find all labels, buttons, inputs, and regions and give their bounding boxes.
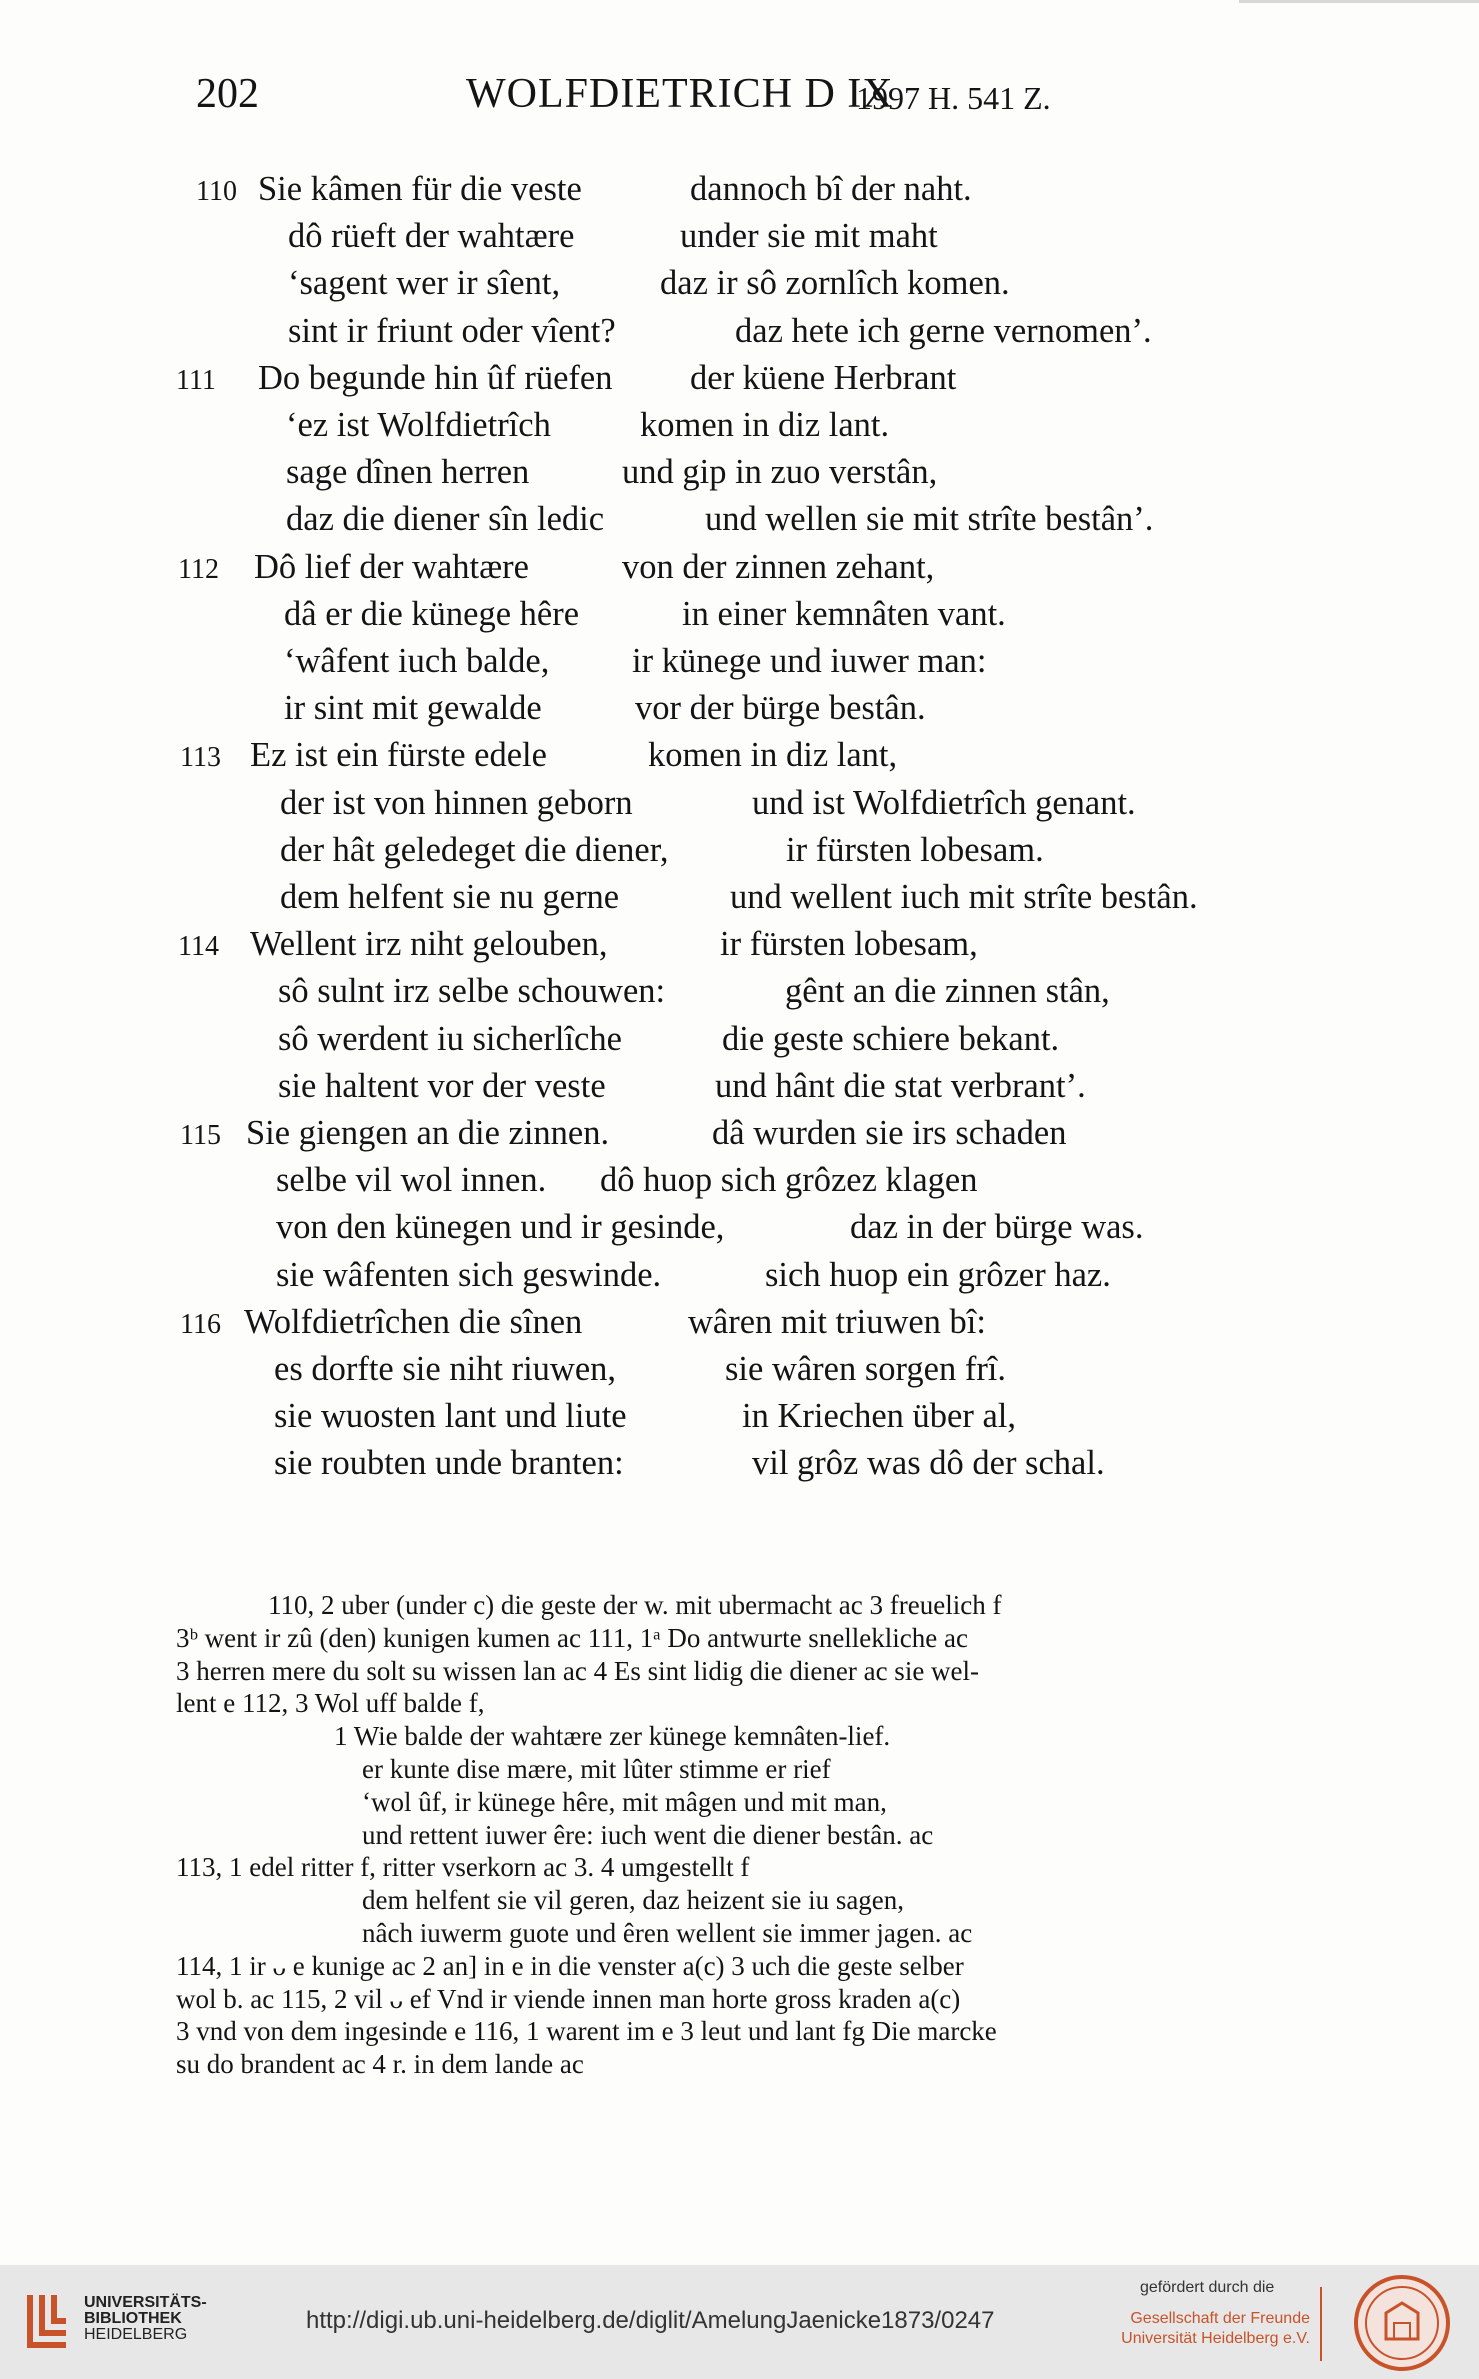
half-line-a: sie roubten unde branten: xyxy=(274,1444,624,1483)
half-line-b: die geste schiere bekant. xyxy=(722,1019,1060,1058)
half-line-b: ir künege und iuwer man: xyxy=(632,642,987,680)
verse-line xyxy=(0,453,1479,500)
half-line-b: daz hete ich gerne vernomen’. xyxy=(735,311,1152,350)
half-line-a: sie wuosten lant und liute xyxy=(274,1397,627,1436)
apparatus-line: er kunte dise mære, mit lûter stimme er rief xyxy=(362,1754,831,1784)
footer-divider xyxy=(1320,2287,1322,2361)
apparatus-line: nâch iuwerm guote und êren wellent sie immer jagen. ac xyxy=(362,1918,973,1948)
verse-line xyxy=(0,1067,1479,1114)
verse-line xyxy=(0,925,1479,972)
apparatus-line: 1 Wie balde der wahtære zer künege kemnâten-lief. xyxy=(334,1721,891,1752)
half-line-a: sô werdent iu sicherlîche xyxy=(278,1019,622,1058)
half-line-a: dem helfent sie nu gerne xyxy=(280,878,620,916)
verse-line xyxy=(0,1303,1479,1350)
half-line-a: daz die diener sîn ledic xyxy=(286,500,605,539)
apparatus-line: dem helfent sie vil geren, daz heizent sie iu sagen, xyxy=(362,1885,905,1916)
verse-line xyxy=(0,548,1479,595)
top-edge-line xyxy=(1239,0,1479,3)
stanza-number: 111 xyxy=(176,364,216,396)
verse-line xyxy=(0,1256,1479,1303)
stanza-number: 110 xyxy=(196,176,237,207)
verse-line xyxy=(0,170,1479,217)
footer-bar xyxy=(0,2265,1479,2379)
apparatus-line: 3 vnd von dem ingesinde e 116, 1 warent im e 3 leut und lant fg Die marcke xyxy=(176,2016,997,2047)
half-line-a: Do begunde hin ûf rüefen xyxy=(258,358,613,397)
verse-line xyxy=(0,831,1479,878)
verse-line xyxy=(0,264,1479,311)
half-line-b: sich huop ein grôzer haz. xyxy=(765,1255,1111,1294)
library-logo-icon xyxy=(22,2289,74,2351)
half-line-a: ‘ez ist Wolfdietrîch xyxy=(286,406,551,444)
half-line-a: von den künegen und ir gesinde, xyxy=(276,1208,725,1247)
stanza-number: 116 xyxy=(180,1308,221,1340)
half-line-a: ‘sagent wer ir sîent, xyxy=(288,264,561,303)
half-line-a: Wolfdietrîchen die sînen xyxy=(244,1302,583,1341)
apparatus-line: 113, 1 edel ritter f, ritter vserkorn ac 3. 4 umgestellt f xyxy=(176,1852,750,1883)
half-line-b: in einer kemnâten vant. xyxy=(682,594,1006,633)
apparatus-line: wol b. ac 115, 2 vil ᴗ ef Vnd ir viende innen man horte gross kraden a(c) xyxy=(176,1983,961,2014)
verse-line xyxy=(0,1161,1479,1208)
verse-line xyxy=(0,1397,1479,1444)
half-line-a: der hât geledeget die diener, xyxy=(280,830,669,869)
half-line-a: sie wâfenten sich geswinde. xyxy=(276,1255,662,1294)
half-line-b: und wellent iuch mit strîte bestân. xyxy=(730,878,1198,916)
stanza-number: 112 xyxy=(178,553,219,585)
verse-line xyxy=(0,359,1479,406)
verse-line xyxy=(0,312,1479,359)
half-line-a: dâ er die künege hêre xyxy=(284,594,580,633)
half-line-a: sint ir friunt oder vîent? xyxy=(288,311,616,350)
half-line-a: Ez ist ein fürste edele xyxy=(250,736,547,775)
verse-line xyxy=(0,689,1479,736)
half-line-b: vil grôz was dô der schal. xyxy=(752,1444,1105,1483)
permalink-url[interactable]: http://digi.ub.uni-heidelberg.de/diglit/AmelungJaenicke1873/0247 xyxy=(306,2307,995,2334)
half-line-a: sie haltent vor der veste xyxy=(278,1066,606,1105)
running-title: WOLFDIETRICH D IX xyxy=(466,71,894,117)
verse-line xyxy=(0,217,1479,264)
half-line-b: gênt an die zinnen stân, xyxy=(785,972,1110,1011)
verse-line xyxy=(0,1020,1479,1067)
half-line-b: dâ wurden sie irs schaden xyxy=(712,1114,1067,1152)
stanza-number: 113 xyxy=(180,742,221,774)
half-line-a: dô rüeft der wahtære xyxy=(288,217,575,256)
half-line-a: ir sint mit gewalde xyxy=(284,689,542,728)
apparatus-line: lent e 112, 3 Wol uff balde f, xyxy=(176,1688,485,1719)
half-line-b: und wellen sie mit strîte bestân’. xyxy=(705,500,1154,539)
half-line-b: und ist Wolfdietrîch genant. xyxy=(752,783,1136,822)
verse-line xyxy=(0,595,1479,642)
half-line-a: es dorfte sie niht riuwen, xyxy=(274,1350,617,1388)
verse-line xyxy=(0,972,1479,1019)
half-line-b: sie wâren sorgen frî. xyxy=(725,1350,1007,1388)
half-line-a: sage dînen herren xyxy=(286,453,530,492)
half-line-b: wâren mit triuwen bî: xyxy=(688,1302,986,1341)
half-line-b: der küene Herbrant xyxy=(690,358,957,397)
university-seal-icon xyxy=(1352,2273,1452,2373)
verse-line xyxy=(0,878,1479,925)
apparatus-line: 110, 2 uber (under c) die geste der w. mit ubermacht ac 3 freuelich f xyxy=(268,1590,1002,1620)
verse-line xyxy=(0,1350,1479,1397)
apparatus-line: su do brandent ac 4 r. in dem lande ac xyxy=(176,2049,584,2080)
half-line-a: selbe vil wol innen. xyxy=(276,1161,547,1200)
half-line-b: in Kriechen über al, xyxy=(742,1397,1016,1436)
apparatus-line: 3ᵇ went ir zû (den) kunigen kumen ac 111, 1ᵃ Do antwurte snellekliche ac xyxy=(176,1622,968,1653)
half-line-b: dannoch bî der naht. xyxy=(690,170,972,208)
half-line-b: ir fürsten lobesam, xyxy=(720,925,978,964)
half-line-b: daz in der bürge was. xyxy=(850,1208,1144,1247)
half-line-b: dô huop sich grôzez klagen xyxy=(600,1161,978,1200)
stanza-number: 115 xyxy=(180,1120,221,1151)
half-line-a: Wellent irz niht gelouben, xyxy=(250,925,608,964)
half-line-b: daz ir sô zornlîch komen. xyxy=(660,264,1010,303)
half-line-a: der ist von hinnen geborn xyxy=(280,783,633,822)
half-line-b: vor der bürge bestân. xyxy=(635,689,926,728)
verse-line xyxy=(0,1114,1479,1161)
half-line-b: komen in diz lant. xyxy=(640,406,890,444)
apparatus-line: und rettent iuwer êre: iuch went die diener bestân. ac xyxy=(362,1819,934,1850)
verse-line xyxy=(0,736,1479,783)
half-line-b: und gip in zuo verstân, xyxy=(622,453,938,492)
apparatus-line: 3 herren mere du solt su wissen lan ac 4 Es sint lidig die diener ac sie wel- xyxy=(176,1655,980,1686)
sponsor-intro: gefördert durch die xyxy=(1140,2279,1275,2296)
half-line-a: Sie kâmen für die veste xyxy=(258,170,582,208)
half-line-a: ‘wâfent iuch balde, xyxy=(284,642,550,680)
stanza-number: 114 xyxy=(178,931,219,963)
verse-line xyxy=(0,642,1479,689)
page-header xyxy=(196,70,1096,130)
verse-line xyxy=(0,1208,1479,1255)
half-line-a: Dô lief der wahtære xyxy=(254,547,529,586)
apparatus-line: 114, 1 ir ᴗ e kunige ac 2 an] in e in die venster a(c) 3 uch die geste selber xyxy=(176,1950,964,1981)
half-line-a: Sie giengen an die zinnen. xyxy=(246,1114,610,1152)
apparatus-line: ‘wol ûf, ir künege hêre, mit mâgen und mit man, xyxy=(362,1786,887,1817)
verse-line xyxy=(0,784,1479,831)
verse-line xyxy=(0,406,1479,453)
verse-line xyxy=(0,500,1479,547)
page-number: 202 xyxy=(196,71,259,117)
half-line-b: ir fürsten lobesam. xyxy=(786,830,1044,869)
half-line-b: und hânt die stat verbrant’. xyxy=(715,1066,1086,1105)
library-name: UNIVERSITÄTS- BIBLIOTHEK HEIDELBERG xyxy=(84,2294,207,2343)
half-line-b: under sie mit maht xyxy=(680,217,938,256)
sponsor-name: Gesellschaft der Freunde Universität Heidelberg e.V. xyxy=(1121,2310,1310,2347)
manuscript-location: 1997 H. 541 Z. xyxy=(856,80,1051,116)
half-line-b: komen in diz lant, xyxy=(648,736,898,775)
half-line-b: von der zinnen zehant, xyxy=(622,547,935,586)
verse-line xyxy=(0,1444,1479,1491)
half-line-a: sô sulnt irz selbe schouwen: xyxy=(278,972,666,1011)
